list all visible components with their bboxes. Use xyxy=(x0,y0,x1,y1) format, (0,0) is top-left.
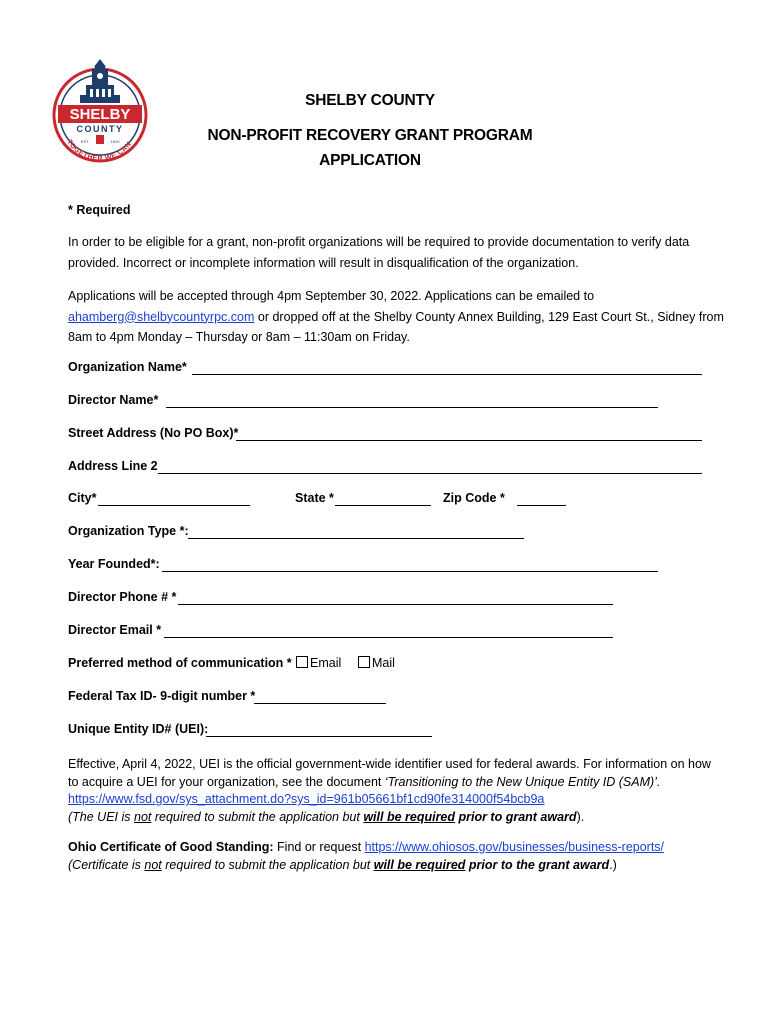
director-phone-label: Director Phone # * xyxy=(68,590,177,604)
uei-label: Unique Entity ID# (UEI): xyxy=(68,722,209,736)
mail-checkbox[interactable] xyxy=(358,656,370,668)
org-type-row xyxy=(68,524,526,542)
program-heading: NON-PROFIT RECOVERY GRANT PROGRAM xyxy=(207,127,533,144)
submission-text-before: Applications will be accepted through 4pm September 30, 2022. Applications can be emailed to xyxy=(68,289,595,303)
eligibility-paragraph: In order to be eligible for a grant, non-profit organizations will be required to provide documentation to verify data provided. Incorrect or incomplete information will result in disqualification of the organization. xyxy=(68,235,690,270)
year-founded-label: Year Founded*: xyxy=(68,557,160,571)
mail-option-label: Mail xyxy=(372,656,395,670)
svg-text:1819: 1819 xyxy=(110,139,120,144)
uei-doc-title: ‘Transitioning to the New Unique Entity ID (SAM)’. xyxy=(384,774,661,789)
preferred-contact-row xyxy=(68,656,408,674)
uei-info-text: Effective, April 4, 2022, UEI is the official government-wide identifier used for federal awards. For information on how to acquire a UEI for your organization, see the document xyxy=(68,757,711,789)
uei-doc-link[interactable]: https://www.fsd.gov/sys_attachment.do?sys_id=961b05661bf1cd90fe314000f54bcb9a xyxy=(68,792,545,806)
street-row xyxy=(68,426,702,444)
uei-field[interactable] xyxy=(206,736,432,737)
email-option-label: Email xyxy=(310,656,342,670)
mail-option[interactable] xyxy=(358,656,395,670)
svg-text:TOGETHER WE CAN!: TOGETHER WE CAN xyxy=(65,138,134,163)
submission-text-after: or dropped off at the Shelby County Annex Building, 129 East Court St., Sidney from 8am to 4pm Monday – Thursday or 8am – 11:30am on Friday. xyxy=(68,309,724,344)
address2-row xyxy=(68,459,702,477)
state-field[interactable] xyxy=(335,505,431,506)
director-email-label: Director Email * xyxy=(68,623,162,637)
svg-text:SHELBY: SHELBY xyxy=(69,106,131,123)
director-email-row xyxy=(68,623,613,641)
city-state-zip-row xyxy=(68,491,568,509)
tax-id-label: Federal Tax ID- 9-digit number * xyxy=(68,689,256,703)
org-name-field[interactable] xyxy=(192,374,702,375)
city-label: City* xyxy=(68,491,97,505)
submission-paragraph xyxy=(68,286,728,348)
required-note: * Required xyxy=(68,203,131,217)
zip-field[interactable] xyxy=(517,505,566,506)
shelby-county-logo xyxy=(52,55,148,175)
svg-text:EST.: EST. xyxy=(80,139,90,144)
ohio-certificate-note: (Certificate is not required to submit the application but will be required prior to the grant award xyxy=(68,857,610,872)
org-type-field[interactable] xyxy=(188,538,524,539)
email-checkbox[interactable] xyxy=(296,656,308,668)
application-heading: APPLICATION xyxy=(319,152,421,169)
uei-info-paragraph: Effective, April 4, 2022, UEI is the official government-wide identifier used for federal awards. For information on how to acquire a UEI for your organization, see the document ‘Transitioning to the New Unique Entity ID (SAM)’. https://www.fsd.gov/sys_attachment.do?sys_id=961b05661bf1cd90fe314000f54bcb9a (The UEI is not required to submit the application but will be required prior to grant award). xyxy=(68,757,711,824)
city-field[interactable] xyxy=(98,505,250,506)
email-option[interactable] xyxy=(296,656,341,670)
uei-row xyxy=(68,722,432,740)
contact-email-link[interactable]: ahamberg@shelbycountyrpc.com xyxy=(68,309,255,324)
preferred-contact-label: Preferred method of communication * xyxy=(68,656,292,670)
tax-id-field[interactable] xyxy=(254,703,386,704)
org-type-label: Organization Type *: xyxy=(68,524,189,538)
ohio-certificate-paragraph: Ohio Certificate of Good Standing: Find or request https://www.ohiosos.gov/businesses/business-reports/ (Certificate is not required to submit the application but will be required prior to the grant award.) xyxy=(68,840,665,872)
director-name-field[interactable] xyxy=(166,407,658,408)
director-phone-row xyxy=(68,590,613,608)
address2-label: Address Line 2 xyxy=(68,459,158,473)
year-founded-field[interactable] xyxy=(162,571,658,572)
director-email-field[interactable] xyxy=(164,637,613,638)
ohio-sos-link[interactable]: https://www.ohiosos.gov/businesses/business-reports/ xyxy=(364,840,665,854)
zip-label: Zip Code * xyxy=(443,491,505,505)
ohio-certificate-label: Ohio Certificate of Good Standing: xyxy=(68,840,274,854)
year-founded-row xyxy=(68,557,658,575)
tax-id-row xyxy=(68,689,386,707)
org-name-row xyxy=(68,360,702,378)
director-name-label: Director Name* xyxy=(68,393,159,407)
svg-text:COUNTY: COUNTY xyxy=(76,124,124,134)
street-field[interactable] xyxy=(236,440,702,441)
uei-note: (The UEI is not required to submit the application but will be required prior to grant award xyxy=(68,809,577,824)
street-label: Street Address (No PO Box)* xyxy=(68,426,239,440)
address2-field[interactable] xyxy=(158,473,702,474)
org-name-label: Organization Name* xyxy=(68,360,187,374)
director-phone-field[interactable] xyxy=(178,604,613,605)
county-heading: SHELBY COUNTY xyxy=(305,92,435,109)
state-label: State * xyxy=(295,491,334,505)
director-name-row xyxy=(68,393,658,411)
